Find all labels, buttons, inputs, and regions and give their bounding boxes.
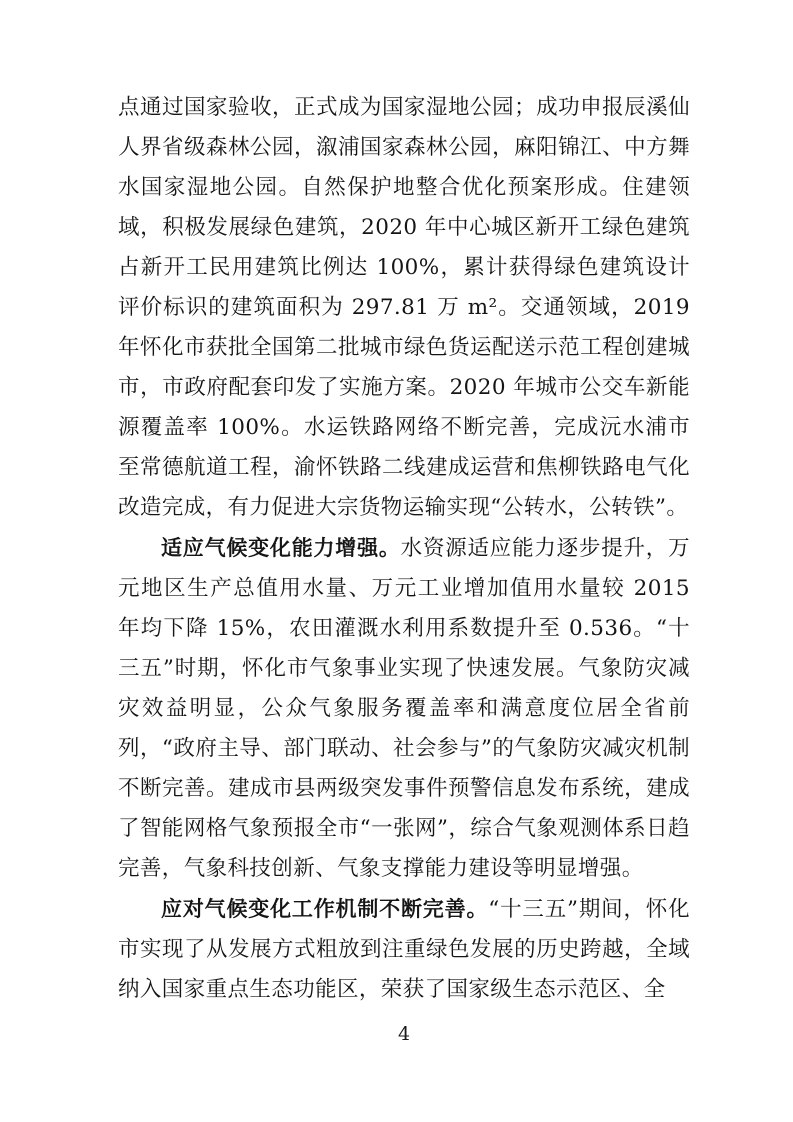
page-number: 4 — [397, 1023, 411, 1045]
paragraph-bold-lead: 适应气候变化能力增强。 — [161, 536, 401, 560]
paragraph-text: 点通过国家验收，正式成为国家湿地公园；成功申报辰溪仙人界省级森林公园，溆浦国家森林公园，麻阳锦江、中方舞水国家湿地公园。自然保护地整合优化预案形成。住建领域，积极发展绿色建筑，2020 年中心城区新开工绿色建筑占新开工民用建筑比例达 100%，累计获得绿色建筑设计评价标识的建筑面积为 297.81 万 m²。交通领域，2019 年怀化市获批全国第二批城市绿色货运配送示范工程创建城市，市政府配套印发了实施方案。2020 年城市公交车新能源覆盖率 100%。水运铁路网络不断完善，完成沅水浦市至常德航道工程，渝怀铁路二线建成运营和焦柳铁路电气化改造完成，有力促进大宗货物运输实现“公转水，公转铁”。 — [118, 95, 690, 520]
paragraph-text: “十三五”期间，怀化市实现了从发展方式粗放到注重绿色发展的历史跨越，全域纳入国家重点生态功能区，荣获了国家级生态示范区、全 — [118, 897, 691, 1002]
paragraph-continuation — [118, 88, 690, 528]
document-body — [118, 88, 690, 1010]
paragraph-adaptation — [118, 528, 690, 889]
paragraph-bold-lead: 应对气候变化工作机制不断完善。 — [161, 897, 489, 921]
paragraph-text: 水资源适应能力逐步提升，万元地区生产总值用水量、万元工业增加值用水量较 2015 年均下降 15%，农田灌溉水利用系数提升至 0.536。“十三五”时期，怀化市气象事业实现了快速发展。气象防灾减灾效益明显，公众气象服务覆盖率和满意度位居全省前列，“政府主导、部门联动、社会参与”的气象防灾减灾机制不断完善。建成市县两级突发事件预警信息发布系统，建成了智能网格气象预报全市“一张网”，综合气象观测体系日趋完善，气象科技创新、气象支撑能力建设等明显增强。 — [118, 536, 690, 881]
paragraph-mechanism — [118, 889, 690, 1010]
